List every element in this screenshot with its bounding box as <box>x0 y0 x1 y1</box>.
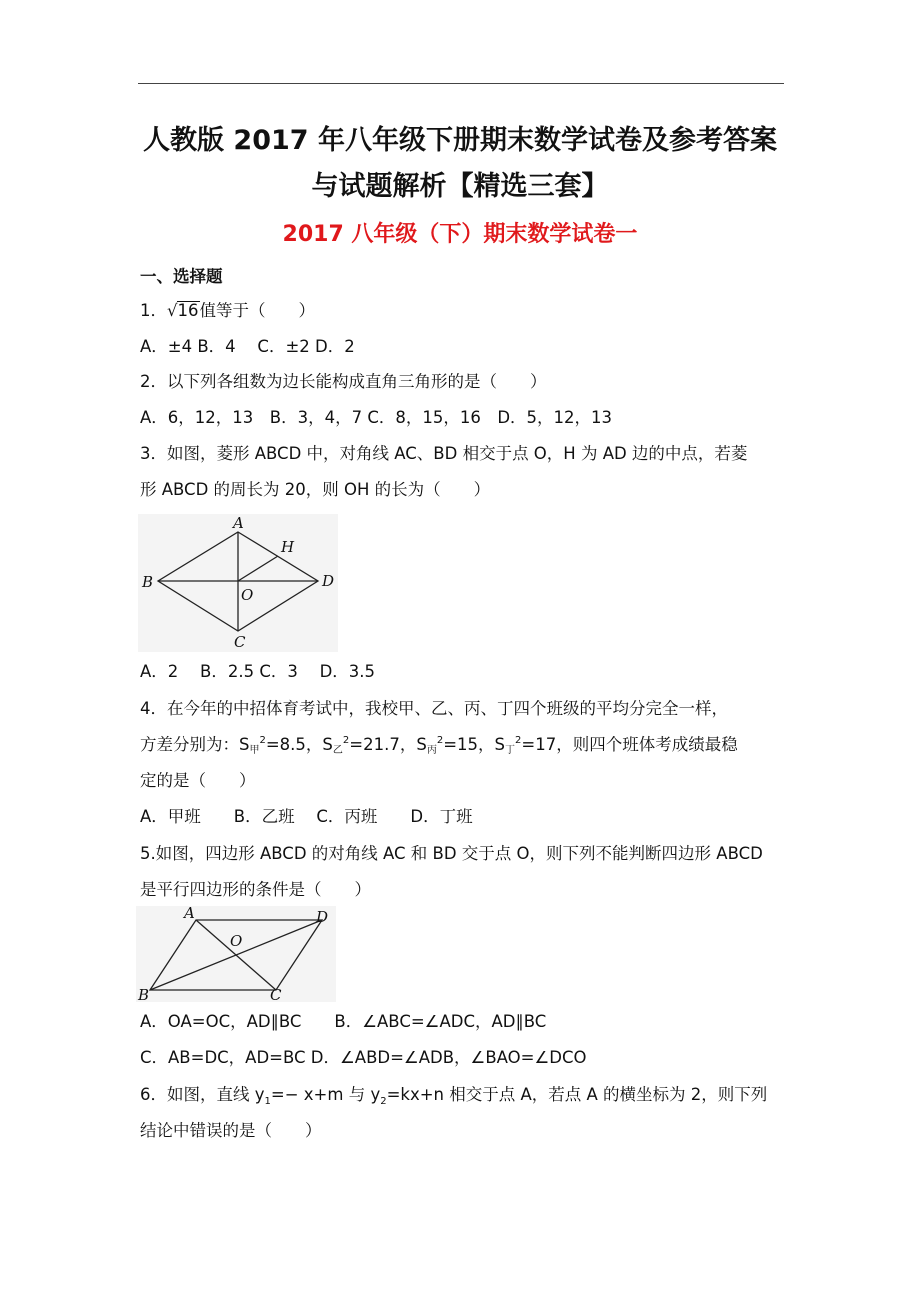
exam-subtitle: 2017 八年级（下）期末数学试卷一 <box>282 222 638 247</box>
parallelogram-figure <box>136 906 336 1002</box>
label-o: O <box>241 586 254 604</box>
q6-text-a: 6．如图，直线 y <box>140 1085 265 1104</box>
question-3-options: A．2 B．2.5 C．3 D．3.5 <box>140 662 376 681</box>
question-5-options-cd: C．AB=DC，AD=BC D．∠ABD=∠ADB，∠BAO=∠DCO <box>140 1048 587 1067</box>
doc-title-line2: 与试题解析【精选三套】 <box>311 171 609 202</box>
label-a: A <box>184 906 195 922</box>
label-h: H <box>281 538 295 556</box>
q6-sub-2: 2 <box>380 1096 387 1107</box>
sqrt-radicand: 16 <box>177 301 199 320</box>
question-4-line2 <box>140 734 738 759</box>
question-4-line1: 4．在今年的中招体育考试中，我校甲、乙、丙、丁四个班级的平均分完全一样， <box>140 699 728 718</box>
value-jia: =8.5，S <box>265 735 333 754</box>
header-rule <box>138 83 784 84</box>
label-d: D <box>316 908 329 926</box>
sub-yi: 乙 <box>332 745 343 756</box>
label-d: D <box>322 572 335 590</box>
value-yi: =21.7，S <box>349 735 427 754</box>
question-1-options: A．±4 B．4 C．±2 D．2 <box>140 337 355 356</box>
value-ding: =17，则四个班体考成绩最稳 <box>521 735 738 754</box>
label-b: B <box>138 986 150 1002</box>
rhombus-figure <box>138 514 338 652</box>
question-6-line1 <box>140 1084 767 1109</box>
question-2: 2．以下列各组数为边长能构成直角三角形的是（ ） <box>140 372 547 391</box>
question-3-line1: 3．如图，菱形 ABCD 中，对角线 AC、BD 相交于点 O，H 为 AD 边的中点，若菱 <box>140 444 748 463</box>
question-2-options: A．6，12，13 B．3，4，7 C．8，15，16 D．5，12，13 <box>140 408 613 427</box>
sub-jia: 甲 <box>249 745 260 756</box>
label-c: C <box>270 986 282 1002</box>
q6-sub-1: 1 <box>264 1096 271 1107</box>
label-c: C <box>234 633 246 651</box>
sub-ding: 丁 <box>505 745 515 756</box>
sup-2: 2 <box>436 735 444 746</box>
question-1-number: 1． <box>140 301 167 320</box>
question-5-options-ab: A．OA=OC，AD∥BC B．∠ABC=∠ADC，AD∥BC <box>140 1012 547 1031</box>
sup-2: 2 <box>342 735 350 746</box>
question-6-line2: 结论中错误的是（ ） <box>140 1121 322 1140</box>
label-a: A <box>233 514 244 532</box>
question-4-line3: 定的是（ ） <box>140 771 256 790</box>
value-bing: =15，S <box>443 735 505 754</box>
sup-2: 2 <box>259 735 266 746</box>
question-5-line1: 5.如图，四边形 ABCD 的对角线 AC 和 BD 交于点 O，则下列不能判断四边形 ABCD <box>140 844 763 863</box>
sub-bing: 丙 <box>426 745 437 756</box>
doc-title-line1: 人教版 2017 年八年级下册期末数学试卷及参考答案 <box>143 125 777 156</box>
label-o: O <box>230 932 243 950</box>
q6-text-c: =kx+n 相交于点 A，若点 A 的横坐标为 2，则下列 <box>386 1085 768 1104</box>
section-heading: 一、选择题 <box>140 267 223 286</box>
label-b: B <box>142 573 154 591</box>
variance-label: 方差分别为：S <box>140 735 250 754</box>
q6-text-b: =− x+m 与 y <box>270 1085 381 1104</box>
question-3-line2: 形 ABCD 的周长为 20，则 OH 的长为（ ） <box>140 480 491 499</box>
sqrt-symbol: √ <box>167 301 178 320</box>
question-5-line2: 是平行四边形的条件是（ ） <box>140 880 371 899</box>
question-4-options: A．甲班 B．乙班 C．丙班 D．丁班 <box>140 807 473 826</box>
sup-2: 2 <box>515 735 522 746</box>
question-1-text: 值等于（ ） <box>199 301 316 320</box>
question-1 <box>140 300 315 322</box>
